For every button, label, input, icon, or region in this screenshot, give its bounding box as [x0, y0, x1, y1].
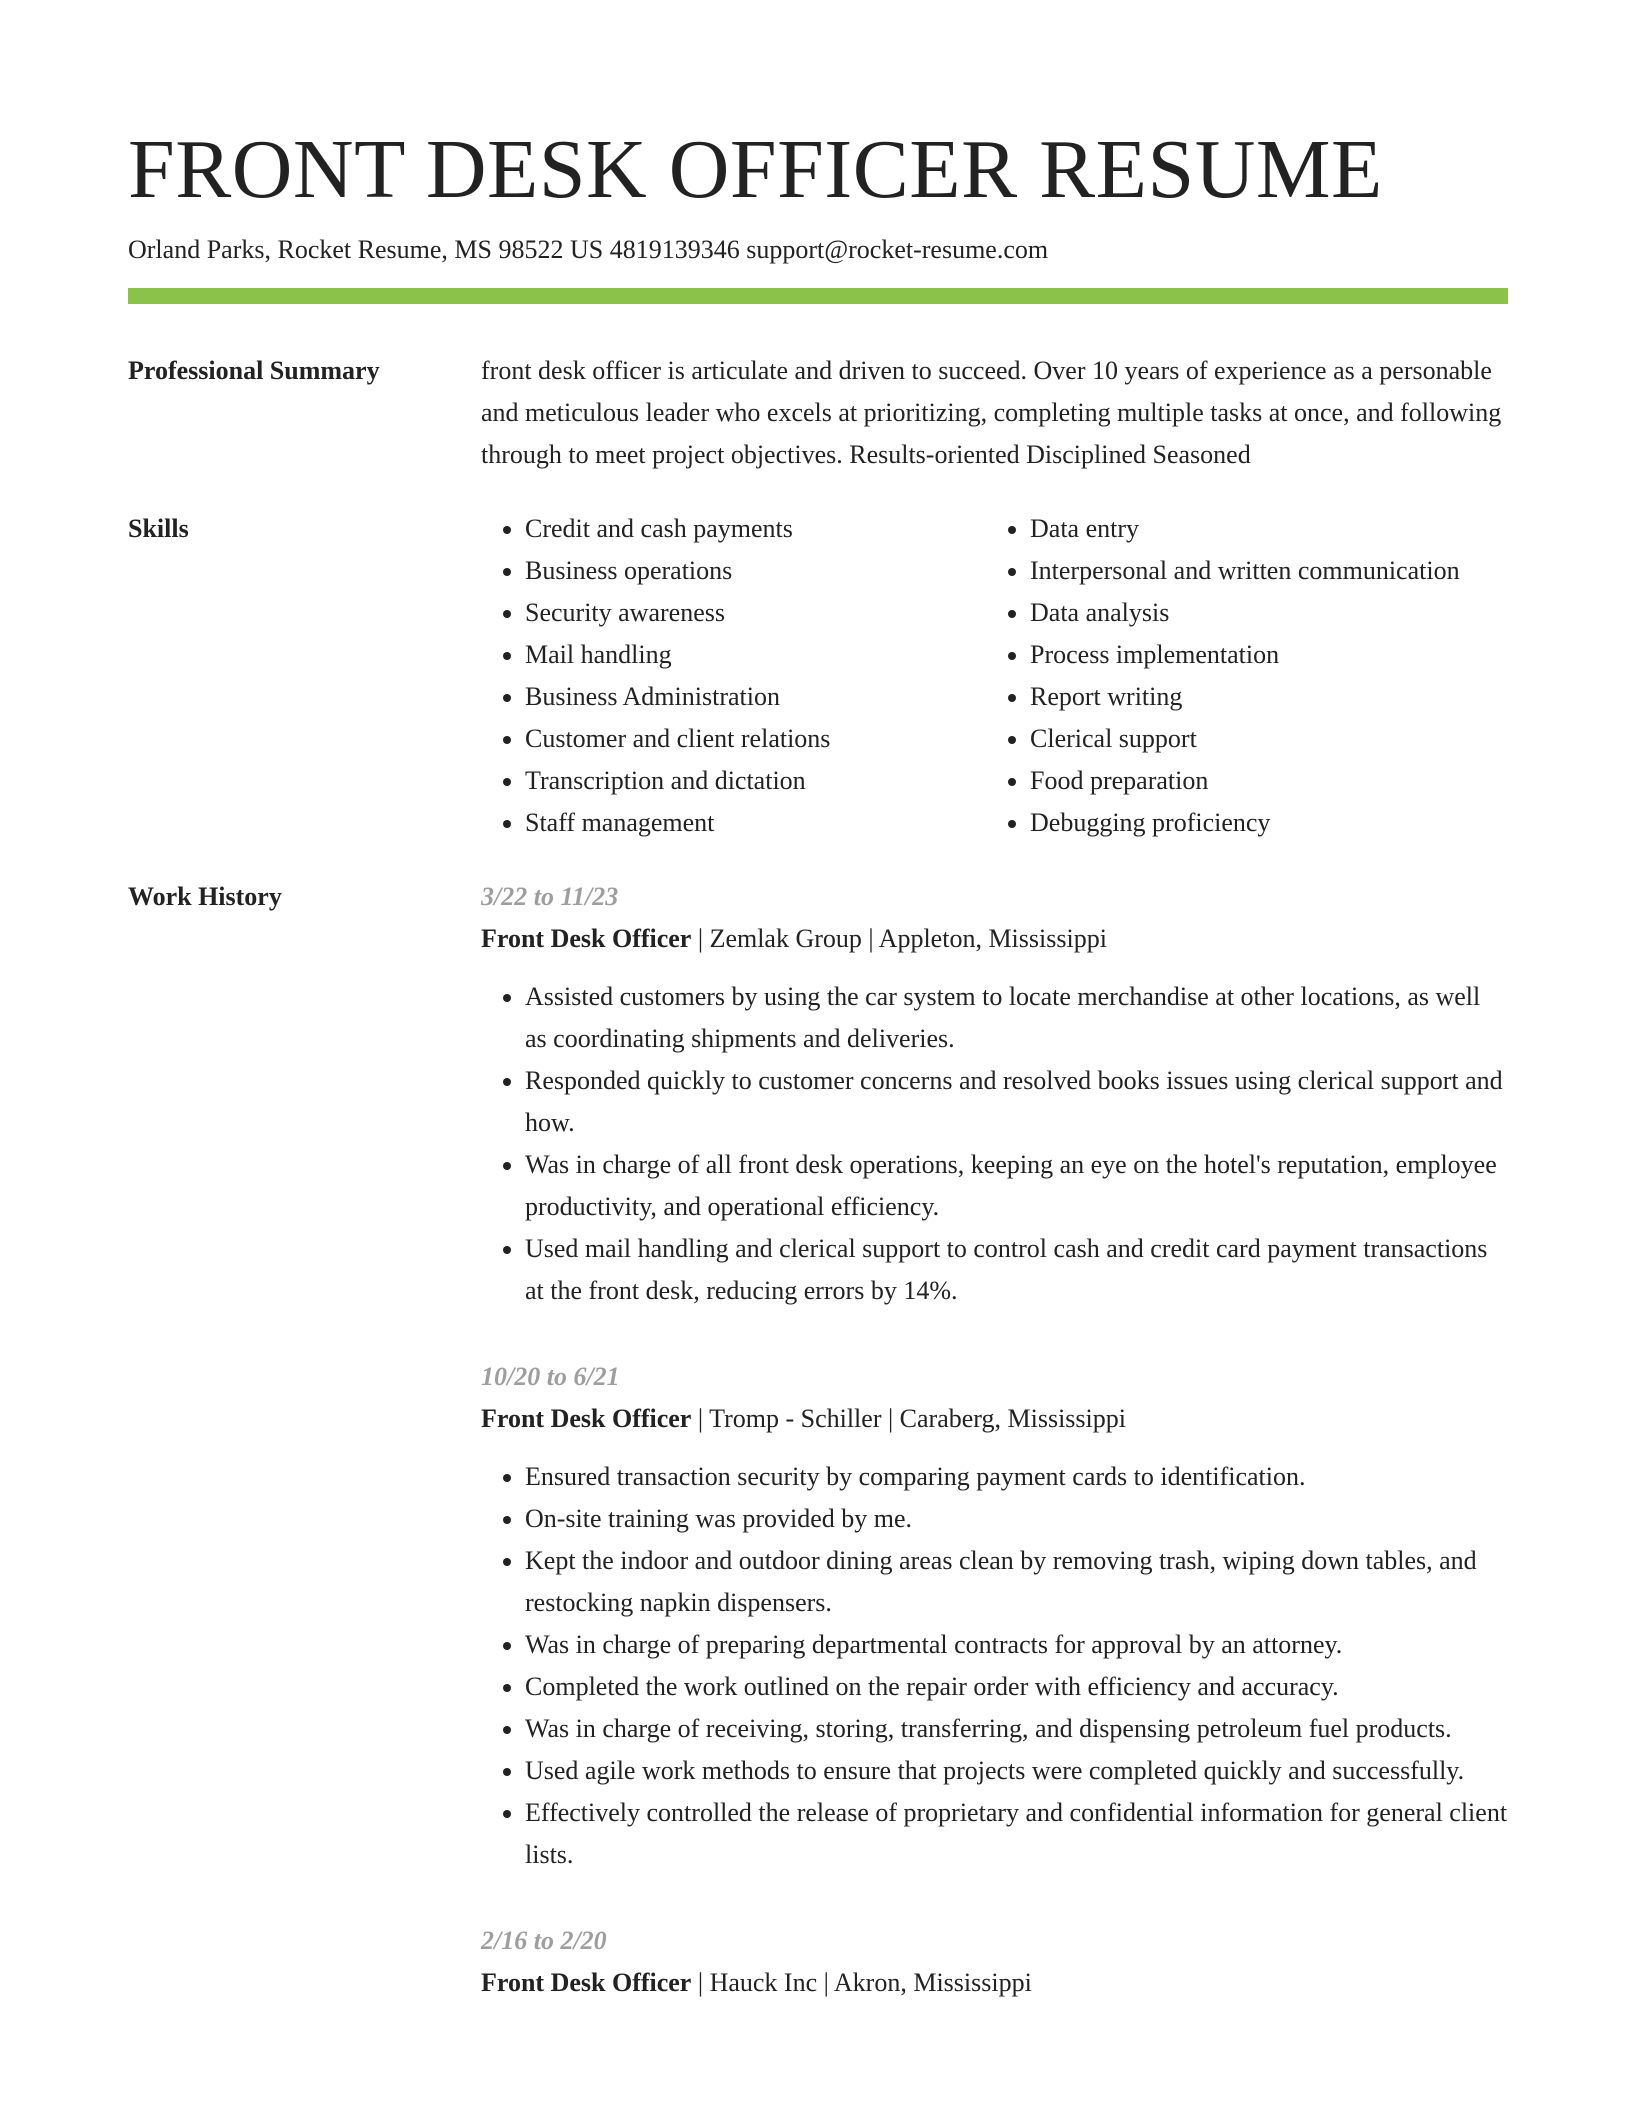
skill-item: • Mail handling [525, 634, 986, 676]
summary-heading: Professional Summary [128, 356, 380, 385]
work-history-heading: Work History [128, 882, 282, 911]
skill-item: • Food preparation [1030, 760, 1460, 802]
job-bullet: • Used agile work methods to ensure that projects were completed quickly and successfully. [525, 1750, 1508, 1792]
job-bullet: • Kept the indoor and outdoor dining areas clean by removing trash, wiping down tables, and restocking napkin dispensers. [525, 1540, 1508, 1624]
skill-item: • Security awareness [525, 592, 986, 634]
skills-body [481, 508, 1508, 844]
skill-item: • Transcription and dictation [525, 760, 986, 802]
job-dates: 3/22 to 11/23 [481, 882, 619, 911]
skills-list-right [986, 508, 1460, 844]
skill-item: • Business operations [525, 550, 986, 592]
job-bullet: • Completed the work outlined on the repair order with efficiency and accuracy. [525, 1666, 1508, 1708]
job-title-line [481, 918, 1508, 960]
skill-item: • Report writing [1030, 676, 1460, 718]
job-bullet: • Was in charge of receiving, storing, transferring, and dispensing petroleum fuel products. [525, 1708, 1508, 1750]
skill-item: • Business Administration [525, 676, 986, 718]
skill-item: • Process implementation [1030, 634, 1460, 676]
skill-item: • Data entry [1030, 508, 1460, 550]
work-history-body [481, 876, 1508, 2048]
job-role: Front Desk Officer [481, 1404, 692, 1433]
skills-list-left [481, 508, 986, 844]
summary-text: front desk officer is articulate and driven to succeed. Over 10 years of experience as a personable and meticulous leader who excels at prioritizing, completing multiple tasks at once, and following through to meet project objectives. Results-oriented Disciplined Seasoned [481, 356, 1502, 469]
job-entry [481, 876, 1508, 1312]
skill-item: • Clerical support [1030, 718, 1460, 760]
job-bullet: • Was in charge of preparing departmental contracts for approval by an attorney. [525, 1624, 1508, 1666]
skill-item: • Credit and cash payments [525, 508, 986, 550]
job-entry [481, 1356, 1508, 1876]
summary-body [481, 350, 1508, 476]
job-bullet: • Assisted customers by using the car system to locate merchandise at other locations, as well as coordinating shipments and deliveries. [525, 976, 1508, 1060]
summary-section [128, 350, 1508, 476]
job-role: Front Desk Officer [481, 1968, 692, 1997]
job-title-line [481, 1398, 1508, 1440]
contact-line: Orland Parks, Rocket Resume, MS 98522 US 4819139346 support@rocket-resume.com [128, 235, 1049, 264]
skills-section [128, 508, 1508, 844]
job-bullet: • Ensured transaction security by comparing payment cards to identification. [525, 1456, 1508, 1498]
resume-title: FRONT DESK OFFICER RESUME [128, 123, 1383, 216]
job-bullet: • Effectively controlled the release of proprietary and confidential information for general client lists. [525, 1792, 1508, 1876]
job-employer-location: | Hauck Inc | Akron, Mississippi [691, 1968, 1032, 1997]
skill-item: • Data analysis [1030, 592, 1460, 634]
job-dates: 2/16 to 2/20 [481, 1926, 607, 1955]
skills-heading: Skills [128, 514, 189, 543]
job-bullet: • Used mail handling and clerical support to control cash and credit card payment transactions at the front desk, reducing errors by 14%. [525, 1228, 1508, 1312]
job-entry [481, 1920, 1508, 2004]
skill-item: • Interpersonal and written communication [1030, 550, 1460, 592]
job-employer-location: | Tromp - Schiller | Caraberg, Mississippi [691, 1404, 1126, 1433]
job-bullets [481, 1456, 1508, 1876]
job-role: Front Desk Officer [481, 924, 692, 953]
job-bullet: • Responded quickly to customer concerns and resolved books issues using clerical support and how. [525, 1060, 1508, 1144]
work-history-section [128, 876, 1508, 2048]
resume-page [128, 120, 1508, 2048]
job-dates: 10/20 to 6/21 [481, 1362, 620, 1391]
skill-item: • Debugging proficiency [1030, 802, 1460, 844]
job-bullet: • On-site training was provided by me. [525, 1498, 1508, 1540]
job-title-line [481, 1962, 1508, 2004]
job-bullets [481, 976, 1508, 1312]
job-bullet: • Was in charge of all front desk operations, keeping an eye on the hotel's reputation, employee productivity, and operational efficiency. [525, 1144, 1508, 1228]
skill-item: • Customer and client relations [525, 718, 986, 760]
accent-divider [128, 288, 1508, 304]
job-employer-location: | Zemlak Group | Appleton, Mississippi [691, 924, 1107, 953]
skill-item: • Staff management [525, 802, 986, 844]
